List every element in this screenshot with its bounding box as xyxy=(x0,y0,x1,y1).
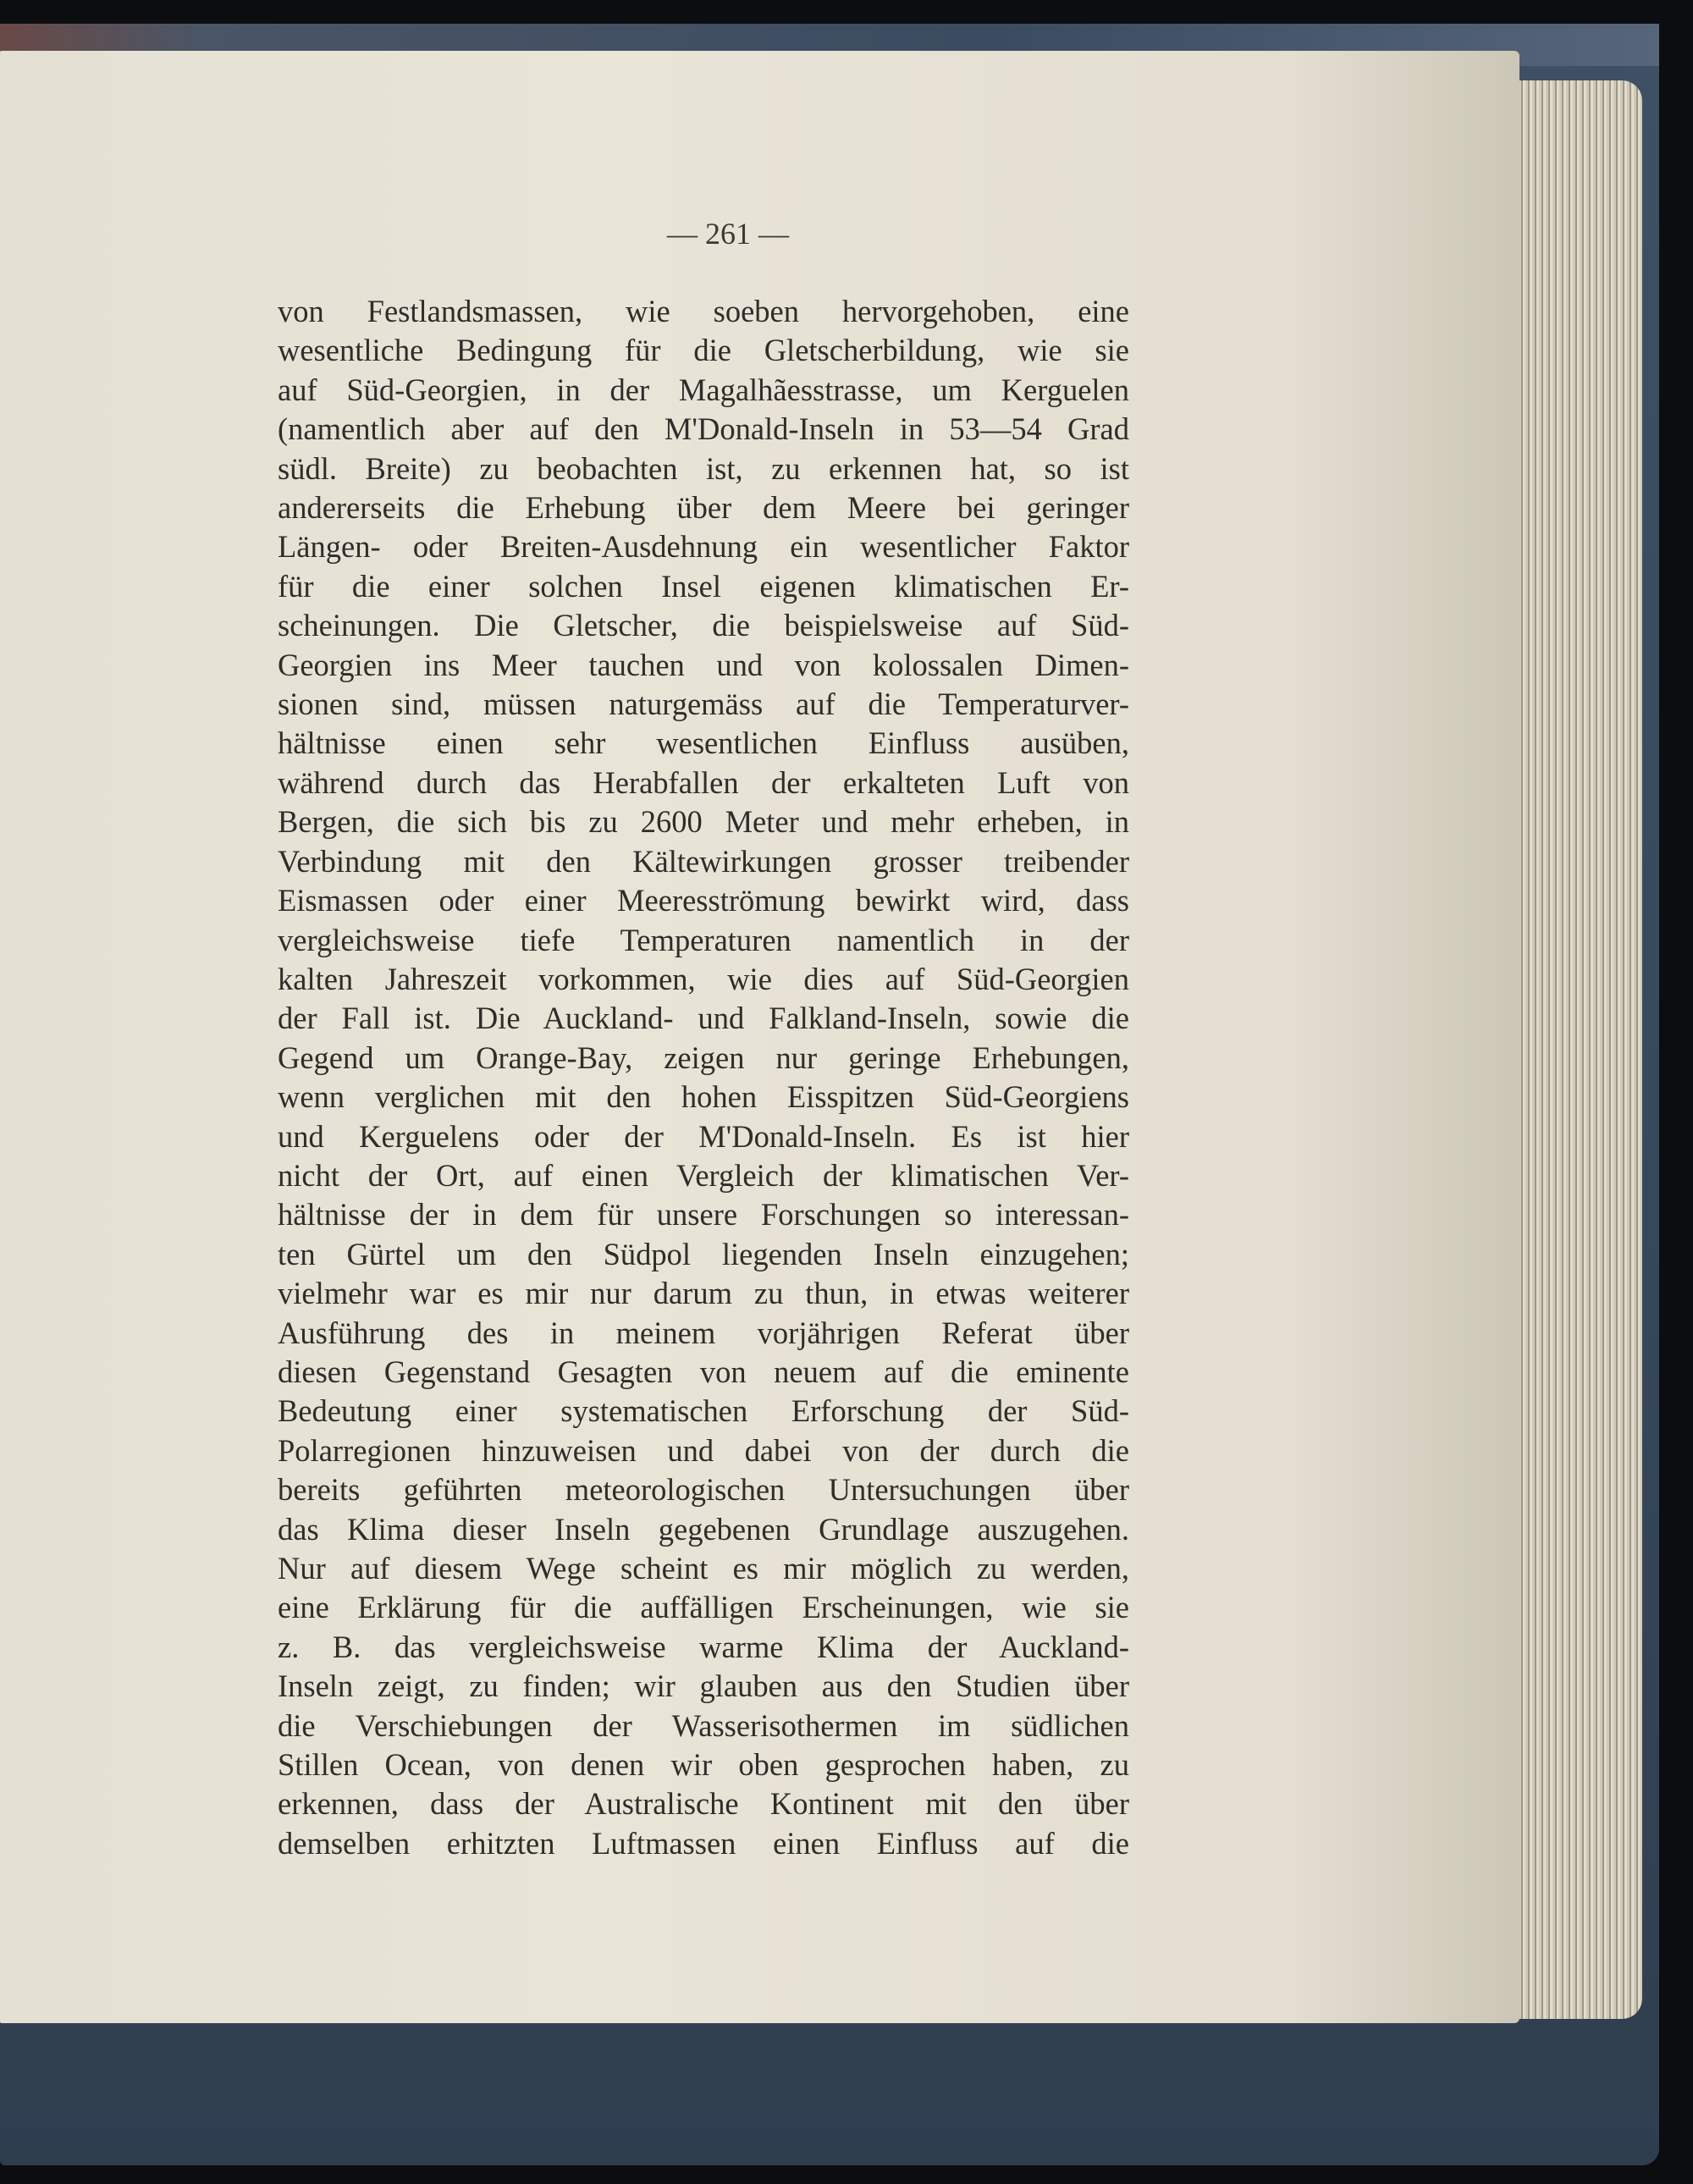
text-line: hältnisse der in dem für unsere Forschungen so interessan- xyxy=(278,1197,1129,1233)
text-line: Nur auf diesem Wege scheint es mir möglich zu werden, xyxy=(278,1551,1129,1586)
text-line: vergleichsweise tiefe Temperaturen namentlich in der xyxy=(278,922,1129,957)
text-line: nicht der Ort, auf einen Vergleich der klimatischen Ver- xyxy=(278,1157,1129,1193)
text-line: der Fall ist. Die Auckland- und Falkland-Inseln, sowie die xyxy=(278,1001,1129,1036)
text-line: Eismassen oder einer Meeresströmung bewirkt wird, dass xyxy=(278,883,1129,918)
text-line: die Verschiebungen der Wasserisothermen im südlichen xyxy=(278,1707,1129,1743)
text-line: erkennen, dass der Australische Kontinent mit den über xyxy=(278,1786,1129,1822)
text-line: Längen- oder Breiten-Ausdehnung ein wesentlicher Faktor xyxy=(278,529,1129,565)
page-number: — 261 — xyxy=(667,217,789,251)
text-line: scheinungen. Die Gletscher, die beispielsweise auf Süd- xyxy=(278,608,1129,643)
text-line: andererseits die Erhebung über dem Meere bei geringer xyxy=(278,490,1129,526)
text-line: während durch das Herabfallen der erkalteten Luft von xyxy=(278,764,1129,800)
text-line: wesentliche Bedingung für die Gletscherbildung, wie sie xyxy=(278,333,1129,368)
text-line: Gegend um Orange-Bay, zeigen nur geringe Erhebungen, xyxy=(278,1040,1129,1075)
text-line: Bergen, die sich bis zu 2600 Meter und mehr erheben, in xyxy=(278,804,1129,840)
text-line: Polarregionen hinzuweisen und dabei von der durch die xyxy=(278,1432,1129,1468)
text-line: kalten Jahreszeit vorkommen, wie dies auf Süd-Georgien xyxy=(278,961,1129,996)
body-text xyxy=(278,292,1129,1863)
text-line: hältnisse einen sehr wesentlichen Einfluss ausüben, xyxy=(278,725,1129,761)
text-line: demselben erhitzten Luftmassen einen Einfluss auf die xyxy=(278,1825,1129,1861)
text-line: das Klima dieser Inseln gegebenen Grundlage auszugehen. xyxy=(278,1511,1129,1547)
text-line: vielmehr war es mir nur darum zu thun, in etwas weiterer xyxy=(278,1276,1129,1311)
text-line: eine Erklärung für die auffälligen Erscheinungen, wie sie xyxy=(278,1590,1129,1625)
text-line: sionen sind, müssen naturgemäss auf die Temperaturver- xyxy=(278,687,1129,722)
text-line: südl. Breite) zu beobachten ist, zu erkennen hat, so ist xyxy=(278,450,1129,486)
text-line: wenn verglichen mit den hohen Eisspitzen Süd-Georgiens xyxy=(278,1079,1129,1115)
text-line: und Kerguelens oder der M'Donald-Inseln. Es ist hier xyxy=(278,1118,1129,1154)
text-line: (namentlich aber auf den M'Donald-Inseln in 53—54 Grad xyxy=(278,411,1129,447)
text-line: Bedeutung einer systematischen Erforschung der Süd- xyxy=(278,1393,1129,1429)
text-line: von Festlandsmassen, wie soeben hervorgehoben, eine xyxy=(278,294,1129,328)
text-line: Georgien ins Meer tauchen und von kolossalen Dimen- xyxy=(278,647,1129,682)
text-line: diesen Gegenstand Gesagten von neuem auf die eminente xyxy=(278,1354,1129,1389)
text-line: Stillen Ocean, von denen wir oben gesprochen haben, zu xyxy=(278,1747,1129,1783)
text-line: Inseln zeigt, zu finden; wir glauben aus den Studien über xyxy=(278,1668,1129,1704)
page-edges xyxy=(1498,80,1642,2019)
text-line: für die einer solchen Insel eigenen klimatischen Er- xyxy=(278,568,1129,604)
text-line: auf Süd-Georgien, in der Magalhãesstrasse, um Kerguelen xyxy=(278,372,1129,407)
text-line: Ausführung des in meinem vorjährigen Referat über xyxy=(278,1315,1129,1350)
text-line: bereits geführten meteorologischen Untersuchungen über xyxy=(278,1472,1129,1508)
text-line: z. B. das vergleichsweise warme Klima der Auckland- xyxy=(278,1629,1129,1664)
text-line: ten Gürtel um den Südpol liegenden Inseln einzugehen; xyxy=(278,1236,1129,1271)
text-line: Verbindung mit den Kältewirkungen grosser treibender xyxy=(278,843,1129,879)
